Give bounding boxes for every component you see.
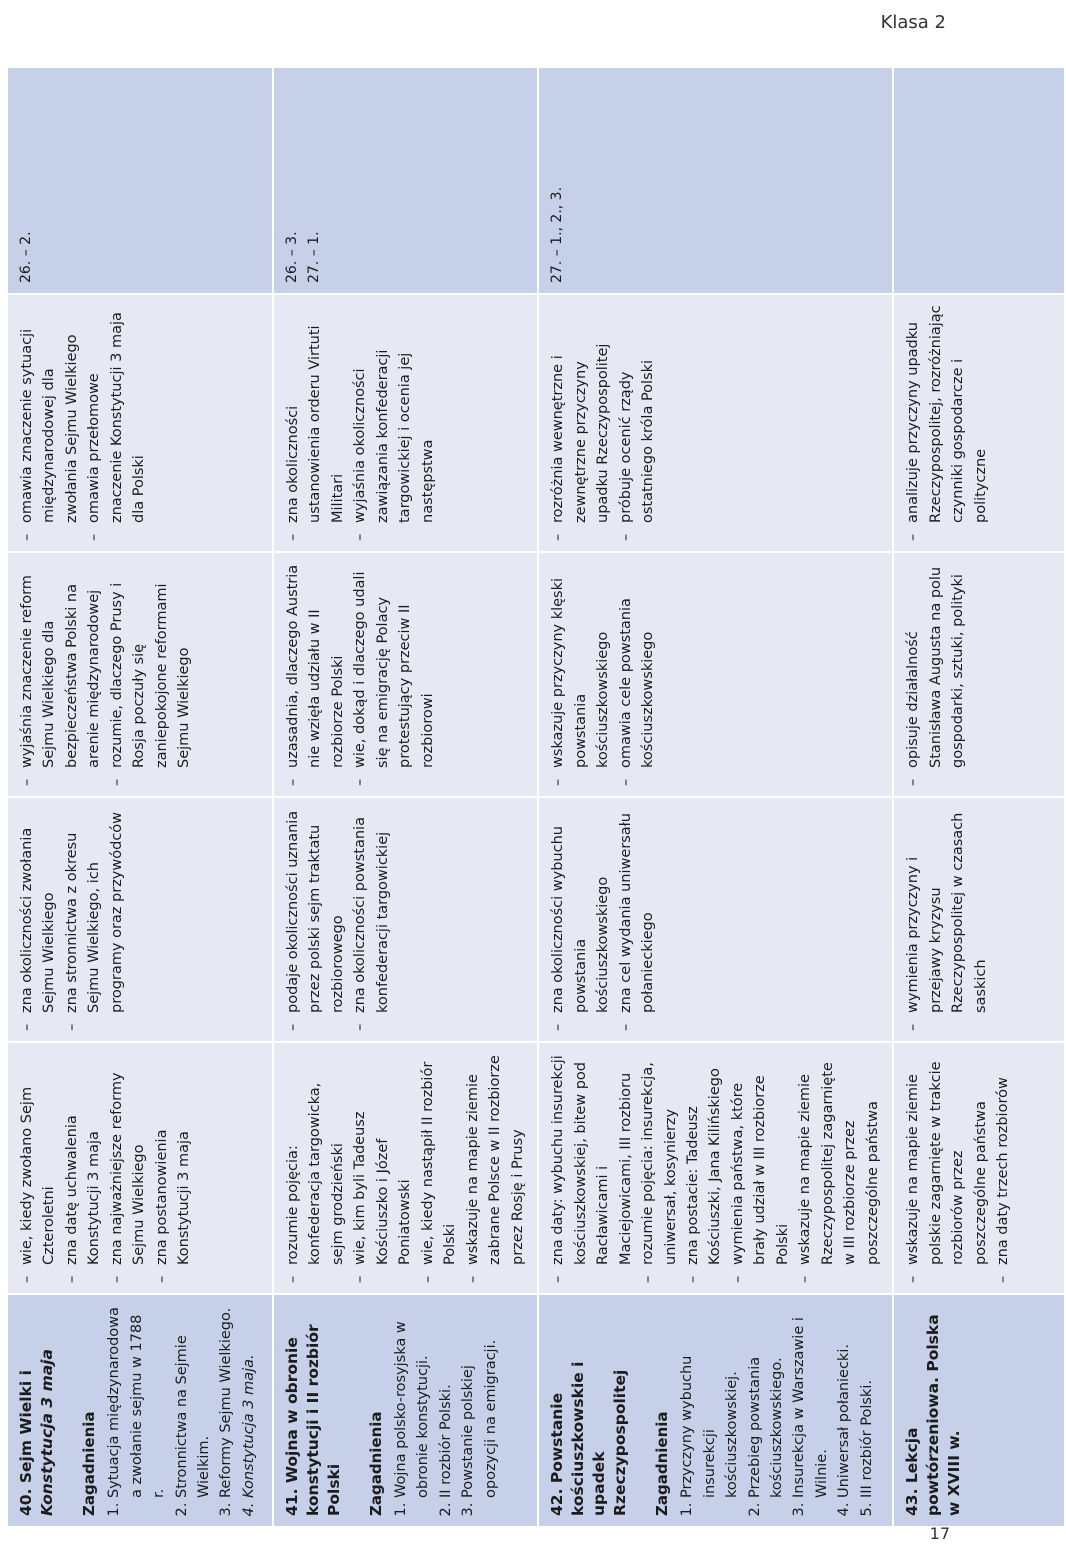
requirements-list bbox=[547, 808, 659, 1031]
lesson-title-text: 42. Powstanie kościuszkowskie i upadek Rzeczypospolitej bbox=[548, 1361, 629, 1516]
issue-item: 3. Insurekcja w Warszawie i Wilnie. bbox=[788, 1305, 833, 1498]
requirement-item: – zna okoliczności powstania konfederacji targowickiej bbox=[349, 808, 394, 1031]
requirement-item: – wie, kiedy zwołano Sejm Czteroletni bbox=[16, 1053, 61, 1283]
requirements-list bbox=[16, 305, 151, 541]
requirements-level-2-cell bbox=[538, 797, 893, 1042]
requirements-level-4-cell bbox=[893, 294, 1065, 552]
requirements-level-4-cell bbox=[538, 294, 893, 552]
requirements-level-1-cell bbox=[893, 1042, 1065, 1294]
requirements-list bbox=[902, 563, 969, 786]
requirements-level-2-cell bbox=[7, 797, 273, 1042]
issues-list bbox=[676, 1305, 878, 1516]
issues-heading: Zagadnienia bbox=[366, 1411, 385, 1516]
requirement-item: – wskazuje na mapie ziemie polskie zagarnięte w trakcie rozbiorów przez poszczególne państwa bbox=[902, 1053, 992, 1283]
requirement-item: – zna najważniejsze reformy Sejmu Wielkiego bbox=[106, 1053, 151, 1283]
requirement-item: – zna okoliczności ustanowienia orderu Virtuti Militari bbox=[282, 305, 349, 541]
requirements-level-3-cell bbox=[7, 552, 273, 797]
issues-list bbox=[390, 1305, 502, 1516]
issue-item: 1. Wojna polsko-rosyjska w obronie konstytucji. bbox=[390, 1305, 435, 1498]
requirement-item: – uzasadnia, dlaczego Austria nie wzięła udziału w II rozbiorze Polski bbox=[282, 563, 349, 786]
requirement-item: – zna postacie: Tadeusz Kościuszki, Jana Kilińskiego bbox=[682, 1053, 727, 1283]
issue-item: 1. Przyczyny wybuchu insurekcji kościuszkowskiej. bbox=[676, 1305, 743, 1498]
requirements-level-4-cell bbox=[7, 294, 273, 552]
issue-item: 3. Reformy Sejmu Wielkiego. bbox=[215, 1305, 237, 1498]
requirement-item: – rozumie pojęcia: konfederacja targowicka, sejm grodzieński bbox=[282, 1053, 349, 1283]
requirement-item: – wyjaśnia okoliczności zawiązania konfederacji targowickiej i ocenia jej następstwa bbox=[349, 305, 439, 541]
issue-item: 3. Powstanie polskiej opozycji na emigracji. bbox=[457, 1305, 502, 1498]
lesson-topic-cell bbox=[893, 1294, 1065, 1527]
lesson-topic-cell bbox=[273, 1294, 538, 1527]
requirement-item: – omawia znaczenie sytuacji międzynarodowej dla zwołania Sejmu Wielkiego bbox=[16, 305, 83, 541]
lesson-topic-cell bbox=[7, 1294, 273, 1527]
requirement-item: – wskazuje przyczyny klęski powstania kościuszkowskiego bbox=[547, 563, 614, 786]
issue-item: 2. Stronnictwa na Sejmie Wielkim. bbox=[171, 1305, 216, 1498]
lesson-title bbox=[16, 1305, 58, 1516]
reference-cell: 26. – 2. bbox=[7, 67, 273, 294]
lesson-row bbox=[893, 67, 1065, 1527]
requirements-list bbox=[902, 305, 992, 541]
rotated-curriculum-table bbox=[6, 68, 1012, 1528]
requirements-level-3-cell bbox=[273, 552, 538, 797]
issue-item: 1. Sytuacja międzynarodowa a zwołanie sejmu w 1788 r. bbox=[103, 1305, 170, 1498]
requirement-item: – wymienia przyczyny i przejawy kryzysu Rzeczypospolitej w czasach saskich bbox=[902, 808, 992, 1031]
requirement-item: – omawia przełomowe znaczenie Konstytucji 3 maja dla Polski bbox=[83, 305, 150, 541]
page-number: 17 bbox=[929, 1524, 950, 1543]
issues-heading: Zagadnienia bbox=[79, 1411, 98, 1516]
requirements-level-3-cell bbox=[893, 552, 1065, 797]
requirement-item: – zna postanowienia Konstytucji 3 maja bbox=[151, 1053, 196, 1283]
requirements-level-1-cell bbox=[273, 1042, 538, 1294]
requirement-item: – zna stronnictwa z okresu Sejmu Wielkiego, ich programy oraz przywódców bbox=[61, 808, 128, 1031]
issue-item: 4. Uniwersał połaniecki. bbox=[833, 1305, 855, 1498]
requirement-item: – zna okoliczności wybuchu powstania kościuszkowskiego bbox=[547, 808, 614, 1031]
lesson-title bbox=[547, 1305, 631, 1516]
requirements-list bbox=[16, 808, 128, 1031]
requirements-level-2-cell bbox=[893, 797, 1065, 1042]
requirements-level-1-cell bbox=[7, 1042, 273, 1294]
requirements-level-2-cell bbox=[273, 797, 538, 1042]
requirements-list bbox=[282, 563, 439, 786]
reference-cell: 26. – 3. 27. – 1. bbox=[273, 67, 538, 294]
requirements-list bbox=[547, 1053, 884, 1283]
requirements-level-3-cell bbox=[538, 552, 893, 797]
curriculum-table bbox=[6, 66, 1066, 1528]
lesson-row bbox=[538, 67, 893, 1527]
requirements-list bbox=[16, 563, 196, 786]
class-label: Klasa 2 bbox=[880, 12, 946, 33]
requirement-item: – rozumie, dlaczego Prusy i Rosja poczuły się zaniepokojone reformami Sejmu Wielkiego bbox=[106, 563, 196, 786]
issues-list bbox=[103, 1305, 260, 1516]
requirements-list bbox=[282, 1053, 529, 1283]
lesson-topic-cell bbox=[538, 1294, 893, 1527]
lesson-title-text: 40. Sejm Wielki i bbox=[17, 1370, 35, 1516]
requirement-item: – próbuje ocenić rządy ostatniego króla Polski bbox=[615, 305, 660, 541]
requirement-item: – podaje okoliczności uznania przez polski sejm traktatu rozbiorowego bbox=[282, 808, 349, 1031]
requirement-item: – wie, kiedy nastąpił II rozbiór Polski bbox=[417, 1053, 462, 1283]
requirement-item: – zna daty: wybuchu insurekcji kościuszkowskiej, bitew pod Racławicami i Maciejowicami, III rozbioru bbox=[547, 1053, 637, 1283]
reference-cell: 27. – 1., 2., 3. bbox=[538, 67, 893, 294]
issue-item: 2. II rozbiór Polski. bbox=[435, 1305, 457, 1498]
requirements-list bbox=[902, 808, 992, 1031]
lesson-title-text: 43. Lekcja powtórzeniowa. Polska w XVIII w. bbox=[903, 1314, 964, 1516]
requirement-item: – wie, kim byli Tadeusz Kościuszko i Józef Poniatowski bbox=[349, 1053, 416, 1283]
requirements-list bbox=[282, 808, 394, 1031]
requirement-item: – zna okoliczności zwołania Sejmu Wielkiego bbox=[16, 808, 61, 1031]
lesson-row bbox=[7, 67, 273, 1527]
requirement-item: – wymienia państwa, które brały udział w III rozbiorze Polski bbox=[727, 1053, 794, 1283]
lesson-title-text: 41. Wojna w obronie konstytucji i II rozbiór Polski bbox=[283, 1324, 343, 1516]
requirement-item: – zna daty trzech rozbiorów bbox=[992, 1053, 1014, 1283]
requirement-item: – omawia cele powstania kościuszkowskiego bbox=[615, 563, 660, 786]
requirement-item: – zna datę uchwalenia Konstytucji 3 maja bbox=[61, 1053, 106, 1283]
requirement-item: – analizuje przyczyny upadku Rzeczypospolitej, rozróżniając czynniki gospodarcze i polityczne bbox=[902, 305, 992, 541]
requirement-item: – rozróżnia wewnętrzne i zewnętrzne przyczyny upadku Rzeczypospolitej bbox=[547, 305, 614, 541]
lesson-title bbox=[282, 1305, 345, 1516]
issue-item: 5. III rozbiór Polski. bbox=[856, 1305, 878, 1498]
requirements-list bbox=[547, 563, 659, 786]
requirements-level-4-cell bbox=[273, 294, 538, 552]
lesson-row bbox=[273, 67, 538, 1527]
requirements-list bbox=[16, 1053, 196, 1283]
requirements-list bbox=[902, 1053, 1014, 1283]
issue-item: 2. Przebieg powstania kościuszkowskiego. bbox=[744, 1305, 789, 1498]
requirement-item: – wskazuje na mapie ziemie Rzeczypospolitej zagarnięte w III rozbiorze przez poszczególne państwa bbox=[794, 1053, 884, 1283]
lesson-title-italic: Konstytucja 3 maja bbox=[37, 1349, 56, 1516]
requirement-item: – opisuje działalność Stanisława Augusta na polu gospodarki, sztuki, polityki bbox=[902, 563, 969, 786]
reference-cell bbox=[893, 67, 1065, 294]
issues-heading: Zagadnienia bbox=[652, 1411, 671, 1516]
requirement-item: – wyjaśnia znaczenie reform Sejmu Wielkiego dla bezpieczeństwa Polski na arenie międzynarodowej bbox=[16, 563, 106, 786]
requirements-list bbox=[547, 305, 659, 541]
requirement-item: – rozumie pojęcia: insurekcja, uniwersał, kosynierzy bbox=[637, 1053, 682, 1283]
requirement-item: – wskazuje na mapie ziemie zabrane Polsce w II rozbiorze przez Rosję i Prusy bbox=[462, 1053, 529, 1283]
requirements-level-1-cell bbox=[538, 1042, 893, 1294]
requirement-item: – wie, dokąd i dlaczego udali się na emigrację Polacy protestujący przeciw II rozbiorowi bbox=[349, 563, 439, 786]
lesson-title bbox=[902, 1305, 965, 1516]
issue-item: 4. Konstytucja 3 maja. bbox=[238, 1305, 260, 1498]
requirement-item: – zna cel wydania uniwersału połanieckiego bbox=[615, 808, 660, 1031]
requirements-list bbox=[282, 305, 439, 541]
